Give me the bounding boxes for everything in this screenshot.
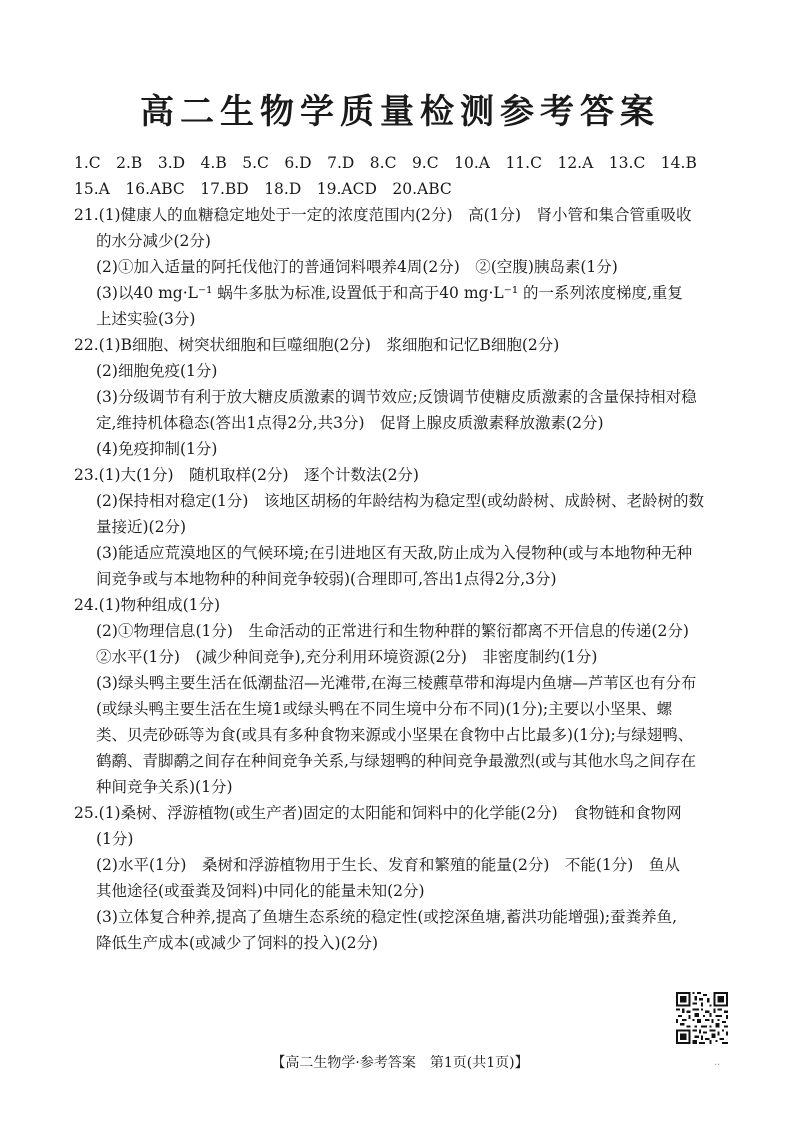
- answer-line: 种间竞争关系)(1分): [96, 778, 233, 796]
- answer-body: [74, 150, 734, 956]
- qr-code-icon: [676, 992, 728, 1044]
- answer-line: 21.(1)健康人的血糖稳定地处于一定的浓度范围内(2分) 高(1分) 肾小管和集合管重吸收: [74, 206, 692, 224]
- answer-line: (2)保持相对稳定(1分) 该地区胡杨的年龄结构为稳定型(或幼龄树、成龄树、老龄树的数: [96, 492, 704, 510]
- answer-line: 的水分减少(2分): [96, 232, 211, 250]
- page-footer: 【高二生物学·参考答案 第1页(共1页)】: [271, 1055, 529, 1071]
- answer-line: 定,维持机体稳态(答出1点得2分,共3分) 促肾上腺皮质激素释放激素(2分): [96, 414, 604, 432]
- page-title: 高二生物学质量检测参考答案: [140, 92, 660, 132]
- answer-line: (2)①物理信息(1分) 生命活动的正常进行和生物种群的繁衍都离不开信息的传递(2分): [96, 622, 689, 640]
- answer-line: 15.A 16.ABC 17.BD 18.D 19.ACD 20.ABC: [74, 180, 452, 198]
- answer-line: 量接近)(2分): [96, 518, 187, 536]
- answer-line: 鹤鹬、青脚鹬之间存在种间竞争关系,与绿翅鸭的种间竞争最激烈(或与其他水鸟之间存在: [96, 752, 696, 770]
- answer-line: (1分): [96, 830, 134, 848]
- answer-line: (3)能适应荒漠地区的气候环境;在引进地区有天敌,防止成为入侵物种(或与本地物种无种: [96, 544, 693, 562]
- answer-line: (或绿头鸭主要生活在生境1或绿头鸭在不同生境中分布不同)(1分);主要以小坚果、螺: [96, 700, 673, 718]
- answer-line: 类、贝壳砂砾等为食(或具有多种食物来源或小坚果在食物中占比最多)(1分);与绿翅鸭、: [96, 726, 694, 744]
- answer-line: (2)①加入适量的阿托伐他汀的普通饲料喂养4周(2分) ②(空腹)胰岛素(1分): [96, 258, 618, 276]
- answer-line: (2)细胞免疫(1分): [96, 362, 218, 380]
- answer-line: (2)水平(1分) 桑树和浮游植物用于生长、发育和繁殖的能量(2分) 不能(1分) 鱼从: [96, 856, 680, 874]
- answer-line: 间竞争或与本地物种的种间竞争较弱)(合理即可,答出1点得2分,3分): [96, 570, 557, 588]
- answer-line: 1.C 2.B 3.D 4.B 5.C 6.D 7.D 8.C 9.C 10.A 11.C 12.A 13.C 14.B: [74, 154, 697, 172]
- answer-line: 24.(1)物种组成(1分): [74, 596, 221, 614]
- answer-line: 降低生产成本(或减少了饲料的投入)(2分): [96, 934, 379, 952]
- corner-mark: ··: [714, 1060, 721, 1071]
- answer-line: (4)免疫抑制(1分): [96, 440, 218, 458]
- answer-line: 上述实验(3分): [96, 310, 196, 328]
- answer-line: 22.(1)B细胞、树突状细胞和巨噬细胞(2分) 浆细胞和记忆B细胞(2分): [74, 336, 560, 354]
- answer-line: (3)绿头鸭主要生活在低潮盐沼—光滩带,在海三棱藨草带和海堤内鱼塘—芦苇区也有分布: [96, 674, 697, 692]
- answer-line: (3)以40 mg·L⁻¹ 蜗牛多肽为标准,设置低于和高于40 mg·L⁻¹ 的一系列浓度梯度,重复: [96, 284, 683, 302]
- answer-line: (3)立体复合种养,提高了鱼塘生态系统的稳定性(或挖深鱼塘,蓄洪功能增强);蚕粪养鱼,: [96, 908, 678, 926]
- answer-line: 23.(1)大(1分) 随机取样(2分) 逐个计数法(2分): [74, 466, 419, 484]
- answer-line: ②水平(1分) (减少种间竞争),充分利用环境资源(2分) 非密度制约(1分): [96, 648, 598, 666]
- answer-line: (3)分级调节有利于放大糖皮质激素的调节效应;反馈调节使糖皮质激素的含量保持相对稳: [96, 388, 697, 406]
- answer-line: 25.(1)桑树、浮游植物(或生产者)固定的太阳能和饲料中的化学能(2分) 食物链和食物网: [74, 804, 682, 822]
- answer-line: 其他途径(或蚕粪及饲料)中同化的能量未知(2分): [96, 882, 425, 900]
